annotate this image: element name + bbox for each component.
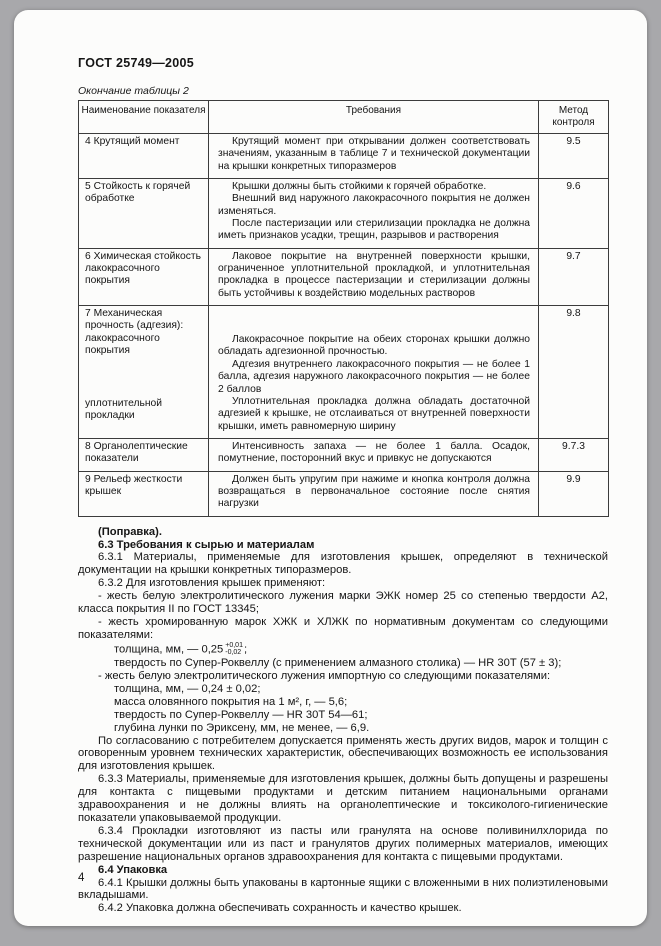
body-text: [78, 526, 608, 916]
paragraph-6-3-1: 6.3.1 Материалы, применяемые для изготовления крышек, определяют в технической документации на крышки конкретных типоразмеров.: [78, 551, 608, 577]
paragraph-6-3-2: 6.3.2 Для изготовления крышек применяют:: [98, 577, 326, 590]
spec-thickness-imported: толщина, мм, — 0,24 ± 0,02;: [114, 682, 261, 695]
header-indicator-name: Наименование показателя: [79, 101, 209, 134]
indicator-name-cell: [79, 248, 209, 305]
indicator-name-cell: [79, 306, 209, 439]
amendment-note: (Поправка).: [98, 525, 162, 538]
requirement-paragraph: Крутящий момент при открывании должен соответствовать значениям, указанным в таблице 7 и технической документации на крышки конкретных типоразмеров: [218, 136, 530, 172]
requirement-paragraph: Уплотнительная прокладка должна обладать достаточной адгезией к крышке, не отслаиваться от внутренней поверхности крышки, иметь равномерную ширину: [218, 395, 530, 432]
paragraph-agreement: По согласованию с потребителем допускается применять жесть других видов, марок и толщин с оговоренным уровнем технических характеристик, обеспечивающих возможность ее использования для изготовления крышек.: [78, 734, 608, 773]
requirement-paragraph: Крышки должны быть стойкими к горячей обработке.: [232, 181, 487, 193]
method-value: 9.9: [539, 471, 609, 516]
indicator-name-cell: [79, 179, 209, 249]
paragraph-6-3-3: 6.3.3 Материалы, применяемые для изготовления крышек, должны быть допущены и разрешены для контакта с пищевыми продуктами и детским питанием национальными органами здравоохранения и не должны влиять на органолептические и токсиколого-гигиенические показатели упаковываемой продукции.: [78, 773, 608, 824]
spec-erichsen-depth: глубина лунки по Эриксену, мм, не менее, — 6,9.: [114, 721, 370, 734]
table-row: [79, 438, 609, 471]
spec-thickness-tolerance: [114, 642, 608, 657]
spec-punctuation: ;: [243, 643, 248, 656]
method-value: 9.7.3: [539, 438, 609, 471]
requirements-cell: [209, 306, 539, 439]
method-value: 9.5: [539, 134, 609, 179]
page-number: 4: [78, 872, 85, 884]
paragraph-6-4-1: 6.4.1 Крышки должны быть упакованы в картонные ящики с вложенными в них полиэтиленовыми вкладышами.: [78, 876, 608, 902]
table-row: [79, 179, 609, 249]
requirements-cell: [209, 438, 539, 471]
requirements-cell: [209, 471, 539, 516]
document-page: [14, 10, 647, 926]
header-requirements: Требования: [209, 101, 539, 134]
tolerance-stack: [225, 642, 243, 657]
spec-text: толщина, мм, — 0,25: [114, 643, 224, 656]
spec-tin-coating-mass: масса оловянного покрытия на 1 м², г, — 5,6;: [114, 695, 348, 708]
requirements-cell: [209, 134, 539, 179]
requirements-cell: [209, 179, 539, 249]
requirement-paragraph: После пастеризации или стерилизации прокладка не должна иметь признаков усадки, трещин, разрывов и растворения: [218, 218, 530, 242]
indicator-name: 5 Стойкость к горячей обработке: [85, 181, 191, 205]
requirement-paragraph: Должен быть упругим при нажиме и кнопка контроля должна возвращаться в первоначальное состояние после снятия нагрузки: [218, 473, 530, 510]
method-value: 9.6: [539, 179, 609, 249]
section-heading-6-3: 6.3 Требования к сырью и материалам: [98, 538, 315, 551]
indicator-name-cell: [79, 471, 209, 516]
indicator-name-cell: [79, 438, 209, 471]
list-item-imported-tin: - жесть белую электролитического лужения импортную со следующими показателями:: [98, 670, 551, 683]
requirements-table: [78, 100, 609, 517]
table-row: [79, 248, 609, 305]
list-item-tin-ezhk: - жесть белую электролитического лужения марки ЭЖК номер 25 со степенью твердости А2, класса покрытия II по ГОСТ 13345;: [78, 590, 608, 616]
paragraph-6-3-4: 6.3.4 Прокладки изготовляют из пасты или гранулята на основе поливинилхлорида по технической документации или из паст и гранулятов других полимерных материалов, имеющих разрешение национальных органов здравоохранения для контакта с пищевыми продуктами.: [78, 824, 608, 863]
table-row: [79, 471, 609, 516]
indicator-name-cell: [79, 134, 209, 179]
requirement-paragraph: Адгезия внутреннего лакокрасочного покрытия — не более 1 балла, адгезия наружного лакокрасочного покрытия — не более 2 баллов: [218, 358, 530, 395]
doc-number: ГОСТ 25749—2005: [78, 56, 195, 70]
method-value: 9.8: [539, 306, 609, 439]
indicator-name: 4 Крутящий момент: [85, 136, 180, 147]
requirement-paragraph: Лакокрасочное покрытие на обеих сторонах крышки должно обладать адгезионной прочностью.: [218, 334, 530, 358]
indicator-name: 6 Химическая стойкость лакокрасочного покрытия: [85, 250, 201, 287]
table-row: [79, 306, 609, 439]
list-item-chromed: - жесть хромированную марок ХЖК и ХЛЖК по нормативным документам со следующими показателями:: [78, 615, 608, 641]
requirement-paragraph: Интенсивность запаха — не более 1 балла. Осадок, помутнение, посторонний вкус и привкус не допускаются: [218, 440, 530, 465]
paragraph-6-4-2: 6.4.2 Упаковка должна обеспечивать сохранность и качество крышек.: [98, 902, 462, 915]
section-heading-6-4: 6.4 Упаковка: [98, 863, 168, 876]
requirement-paragraph: Внешний вид наружного лакокрасочного покрытия не должен изменяться.: [218, 193, 530, 217]
indicator-name-sub: уплотнительной прокладки: [85, 397, 163, 421]
indicator-name: 8 Органолептические показатели: [85, 440, 188, 465]
spec-hardness-rockwell: твердость по Супер-Роквеллу (с применением алмазного столика) — HR 30Т (57 ± 3);: [114, 657, 562, 670]
tolerance-minus: -0,02: [225, 649, 242, 657]
table-header-row: [79, 101, 609, 134]
header-control-method: Метод контроля: [539, 101, 609, 134]
indicator-name: 7 Механическая прочность (адгезия): лакокрасочного покрытия: [85, 308, 184, 357]
table-row: [79, 134, 609, 179]
requirements-cell: [209, 248, 539, 305]
table-caption: Окончание таблицы 2: [78, 85, 189, 97]
method-value: 9.7: [539, 248, 609, 305]
requirement-paragraph: Лаковое покрытие на внутренней поверхности крышки, ограниченное уплотнительной прокладкой, и уплотнительная прокладка в процессе пастеризации и стерилизации должны быть устойчивы к воздействию модельных растворов: [218, 250, 530, 299]
indicator-name: 9 Рельеф жесткости крышек: [85, 473, 183, 497]
tolerance-plus: +0,01: [225, 641, 243, 649]
spec-hardness-imported: твердость по Супер-Роквеллу — HR 30Т 54—61;: [114, 708, 368, 721]
